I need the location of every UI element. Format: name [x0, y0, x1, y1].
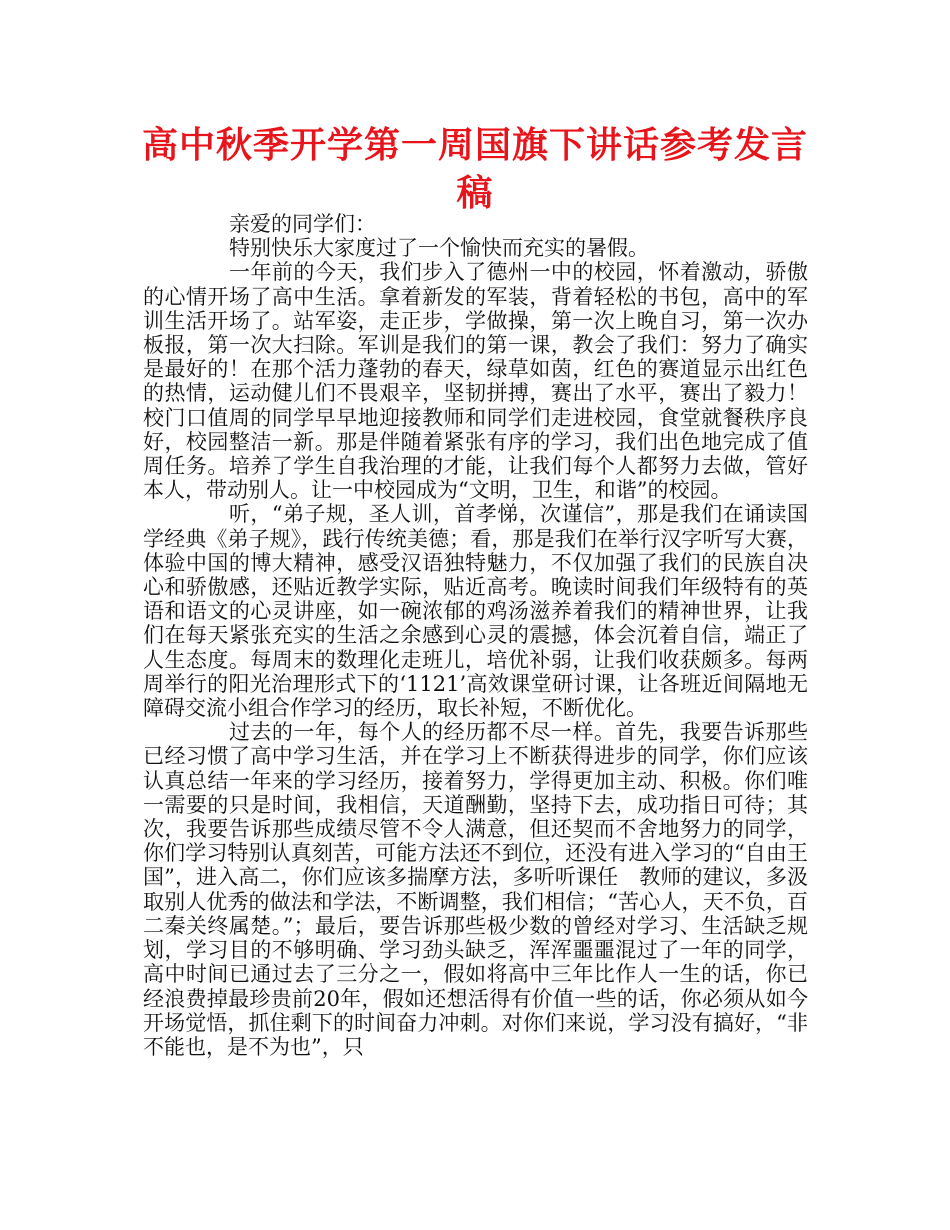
document-title: 高中秋季开学第一周国旗下讲话参考发言稿	[141, 125, 808, 214]
body-paragraph: 听，“弟子规，圣人训，首孝悌，次谨信”，那是我们在诵读国学经典《弟子规》，践行传统美德；看，那是我们在举行汉字听写大赛，体验中国的博大精神，感受汉语独特魅力，不仅加强了我们的民族自决心和骄傲感，还贴近教学实际，贴近高考。晚读时间我们年级特有的英语和语文的心灵讲座，如一碗浓郁的鸡汤滋养着我们的精神世界，让我们在每天紧张充实的生活之余感到心灵的震撼，体会沉着自信，端正了人生态度。每周末的数理化走班儿，培优补弱，让我们收获颇多。每两周举行的阳光治理形式下的‘1121’高效课堂研讨课，让各班近间隔地无障碍交流小组合作学习的经历，取长补短，不断优化。	[143, 502, 808, 721]
document-body	[143, 212, 808, 1059]
opening-paragraph: 特别快乐大家度过了一个愉快而充实的暑假。	[229, 236, 649, 261]
body-paragraph: 过去的一年，每个人的经历都不尽一样。首先，我要告诉那些已经习惯了高中学习生活，并在学习上不断获得进步的同学，你们应该认真总结一年来的学习经历，接着努力，学得更加主动、积极。你们唯一需要的只是时间，我相信，天道酬勤，坚持下去，成功指日可待；其次，我要告诉那些成绩尽管不令人满意，但还契而不舍地努力的同学，你们学习特别认真刻苦，可能方法还不到位，还没有进入学习的“自由王国”，进入高二，你们应该多揣摩方法，多听听课任 教师的建议，多汲取别人优秀的做法和学法，不断调整，我们相信；“苦心人，天不负，百二秦关终属楚。”；最后，要告诉那些极少数的曾经对学习、生活缺乏规划，学习目的不够明确、学习劲头缺乏，浑浑噩噩混过了一年的同学，高中时间已通过去了三分之一，假如将高中三年比作人一生的话，你已经浪费掉最珍贵前20年，假如还想活得有价值一些的话，你必须从如今开场觉悟，抓住剩下的时间奋力冲刺。对你们来说，学习没有搞好，“非不能也，是不为也”，只	[143, 720, 808, 1059]
greeting-paragraph: 亲爱的同学们：	[229, 212, 376, 236]
body-paragraph: 一年前的今天，我们步入了德州一中的校园，怀着激动，骄傲的心情开场了高中生活。拿着新发的军装，背着轻松的书包，高中的军训生活开场了。站军姿，走正步，学做操，第一次上晚自习，第一次办板报，第一次大扫除。军训是我们的第一课，教会了我们：努力了确实是最好的！在那个活力蓬勃的春天，绿草如茵，红色的赛道显示出红色的热情，运动健儿们不畏艰辛，坚韧拼搏，赛出了水平，赛出了毅力！校门口值周的同学早早地迎接教师和同学们走进校园，食堂就餐秩序良好，校园整洁一新。那是伴随着紧张有序的学习，我们出色地完成了值周任务。培养了学生自我治理的才能，让我们每个人都努力去做，管好本人，带动别人。让一中校园成为“文明，卫生，和谐”的校园。	[143, 260, 808, 503]
